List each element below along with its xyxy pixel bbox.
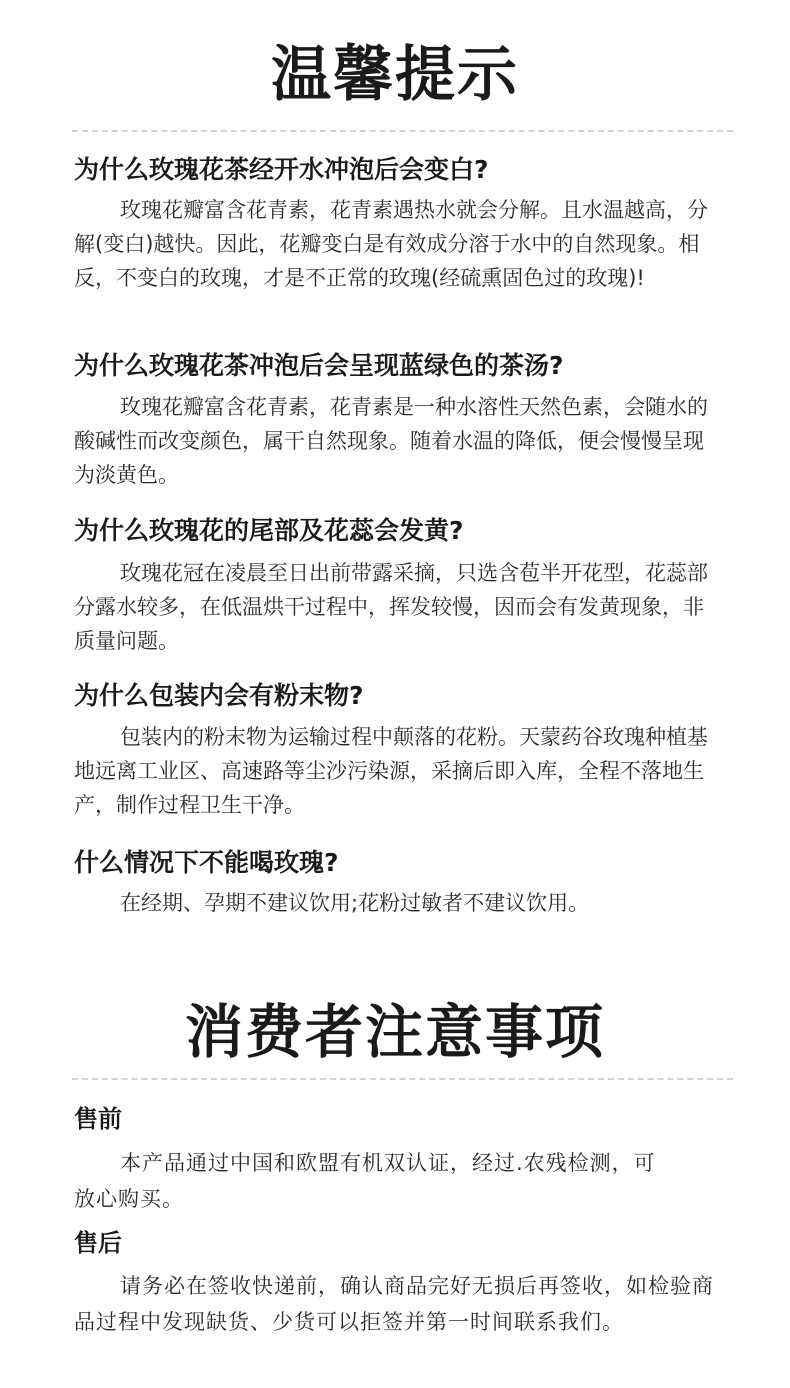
- faq-answer-powder: 包装内的粉末物为运输过程中颠落的花粉。天蒙药谷玫瑰种植基地远离工业区、高速路等尘沙污染源，采摘后即入库，全程不落地生产，制作过程卫生干净。: [74, 725, 708, 817]
- faq-question-yellow-stamen: 为什么玫瑰花的尾部及花蕊会发黄?: [74, 516, 464, 545]
- tips-divider: [72, 130, 733, 132]
- after-sale-text: 请务必在签收快递前，确认商品完好无损后再签收，如检验商品过程中发现缺货、少货可以拒签并第一时间联系我们。: [74, 1274, 714, 1334]
- after-sale-heading: 售后: [74, 1229, 122, 1257]
- faq-question-blue-green-tea: 为什么玫瑰花茶冲泡后会呈现蓝绿色的茶汤?: [74, 351, 564, 380]
- pre-sale-heading: 售前: [74, 1105, 122, 1133]
- faq-question-white-petals: 为什么玫瑰花茶经开水冲泡后会变白?: [74, 155, 489, 184]
- faq-question-powder: 为什么包装内会有粉末物?: [74, 681, 364, 710]
- faq-answer-blue-green-tea: 玫瑰花瓣富含花青素，花青素是一种水溶性天然色素，会随水的酸碱性而改变颜色，属干自然现象。随着水温的降低，便会慢慢呈现为淡黄色。: [74, 395, 708, 487]
- faq-answer-white-petals: 玫瑰花瓣富含花青素，花青素遇热水就会分解。且水温越高，分解(变白)越快。因此，花瓣变白是有效成分溶于水中的自然现象。相反，不变白的玫瑰，才是不正常的玫瑰(经硫熏固色过的玫瑰)!: [74, 198, 708, 290]
- faq-answer-who-should-avoid: 在经期、孕期不建议饮用;花粉过敏者不建议饮用。: [120, 891, 590, 915]
- pre-sale-text: 本产品通过中国和欧盟有机双认证，经过.农残检测，可放心购买。: [74, 1151, 656, 1211]
- faq-question-who-should-avoid: 什么情况下不能喝玫瑰?: [74, 848, 339, 877]
- tips-title: 温馨提示: [271, 40, 519, 110]
- faq-answer-yellow-stamen: 玫瑰花冠在凌晨至日出前带露采摘，只选含苞半开花型，花蕊部分露水较多，在低温烘干过程中，挥发较慢，因而会有发黄现象，非质量问题。: [74, 561, 708, 653]
- consumer-notice-divider: [72, 1078, 733, 1080]
- consumer-notice-title: 消费者注意事项: [184, 998, 605, 1066]
